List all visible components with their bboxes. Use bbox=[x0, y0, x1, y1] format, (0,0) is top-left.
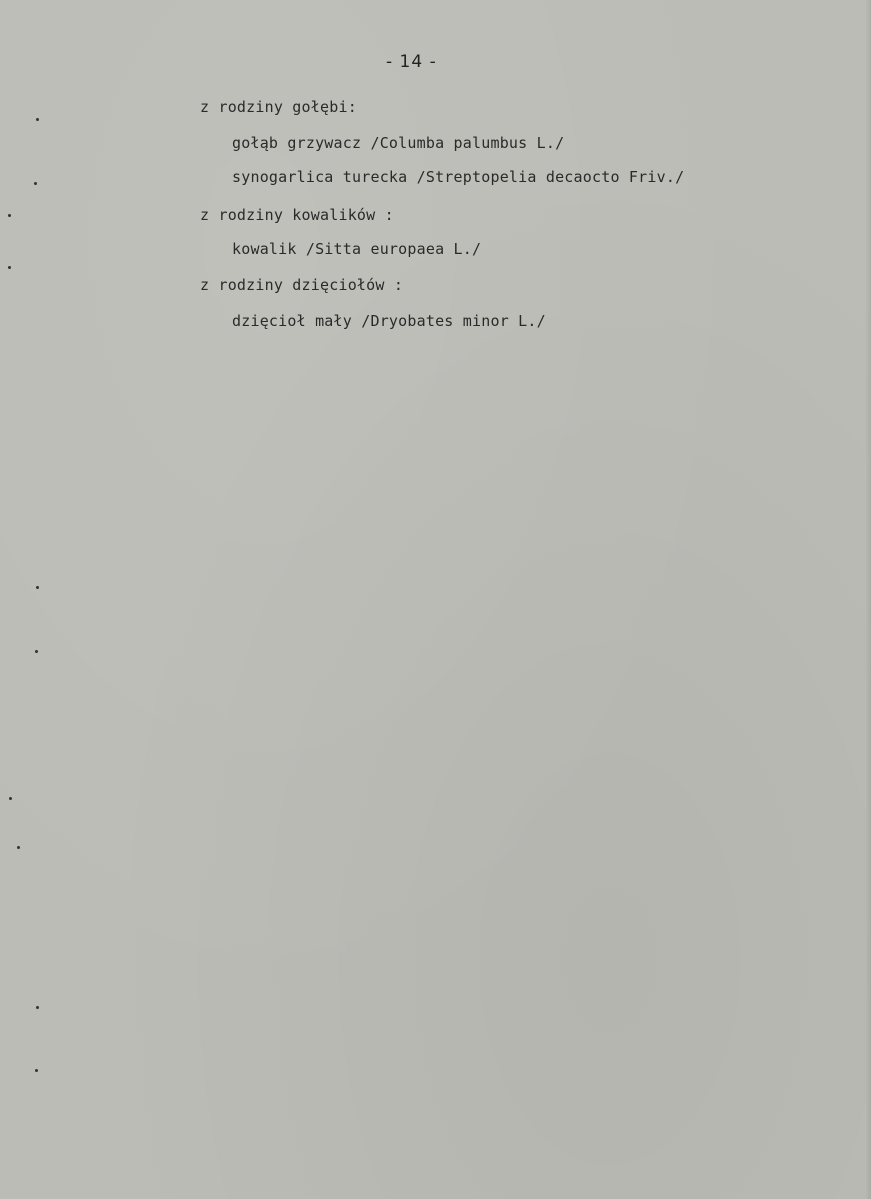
scan-speck bbox=[17, 846, 20, 849]
family-heading-woodpeckers: z rodziny dzięciołów : bbox=[200, 276, 404, 294]
page-number: - 14 - bbox=[386, 52, 437, 72]
species-entry-wood-pigeon: gołąb grzywacz /Columba palumbus L./ bbox=[232, 134, 565, 152]
scan-speck bbox=[9, 797, 12, 800]
family-heading-nuthatches: z rodziny kowalików : bbox=[200, 206, 394, 224]
family-heading-pigeons: z rodziny gołębi: bbox=[200, 98, 357, 116]
scan-speck bbox=[35, 1069, 38, 1072]
scan-speck bbox=[34, 182, 37, 185]
scan-speck bbox=[36, 118, 39, 121]
species-entry-nuthatch: kowalik /Sitta europaea L./ bbox=[232, 240, 482, 258]
scan-speck bbox=[36, 586, 39, 589]
page-edge-shadow bbox=[865, 0, 871, 1199]
scan-speck bbox=[8, 214, 11, 217]
scan-speck bbox=[36, 1006, 39, 1009]
scan-speck bbox=[8, 266, 11, 269]
scan-speck bbox=[35, 650, 38, 653]
species-entry-collared-dove: synogarlica turecka /Streptopelia decaocto Friv./ bbox=[232, 168, 685, 186]
species-entry-lesser-woodpecker: dzięcioł mały /Dryobates minor L./ bbox=[232, 312, 546, 330]
